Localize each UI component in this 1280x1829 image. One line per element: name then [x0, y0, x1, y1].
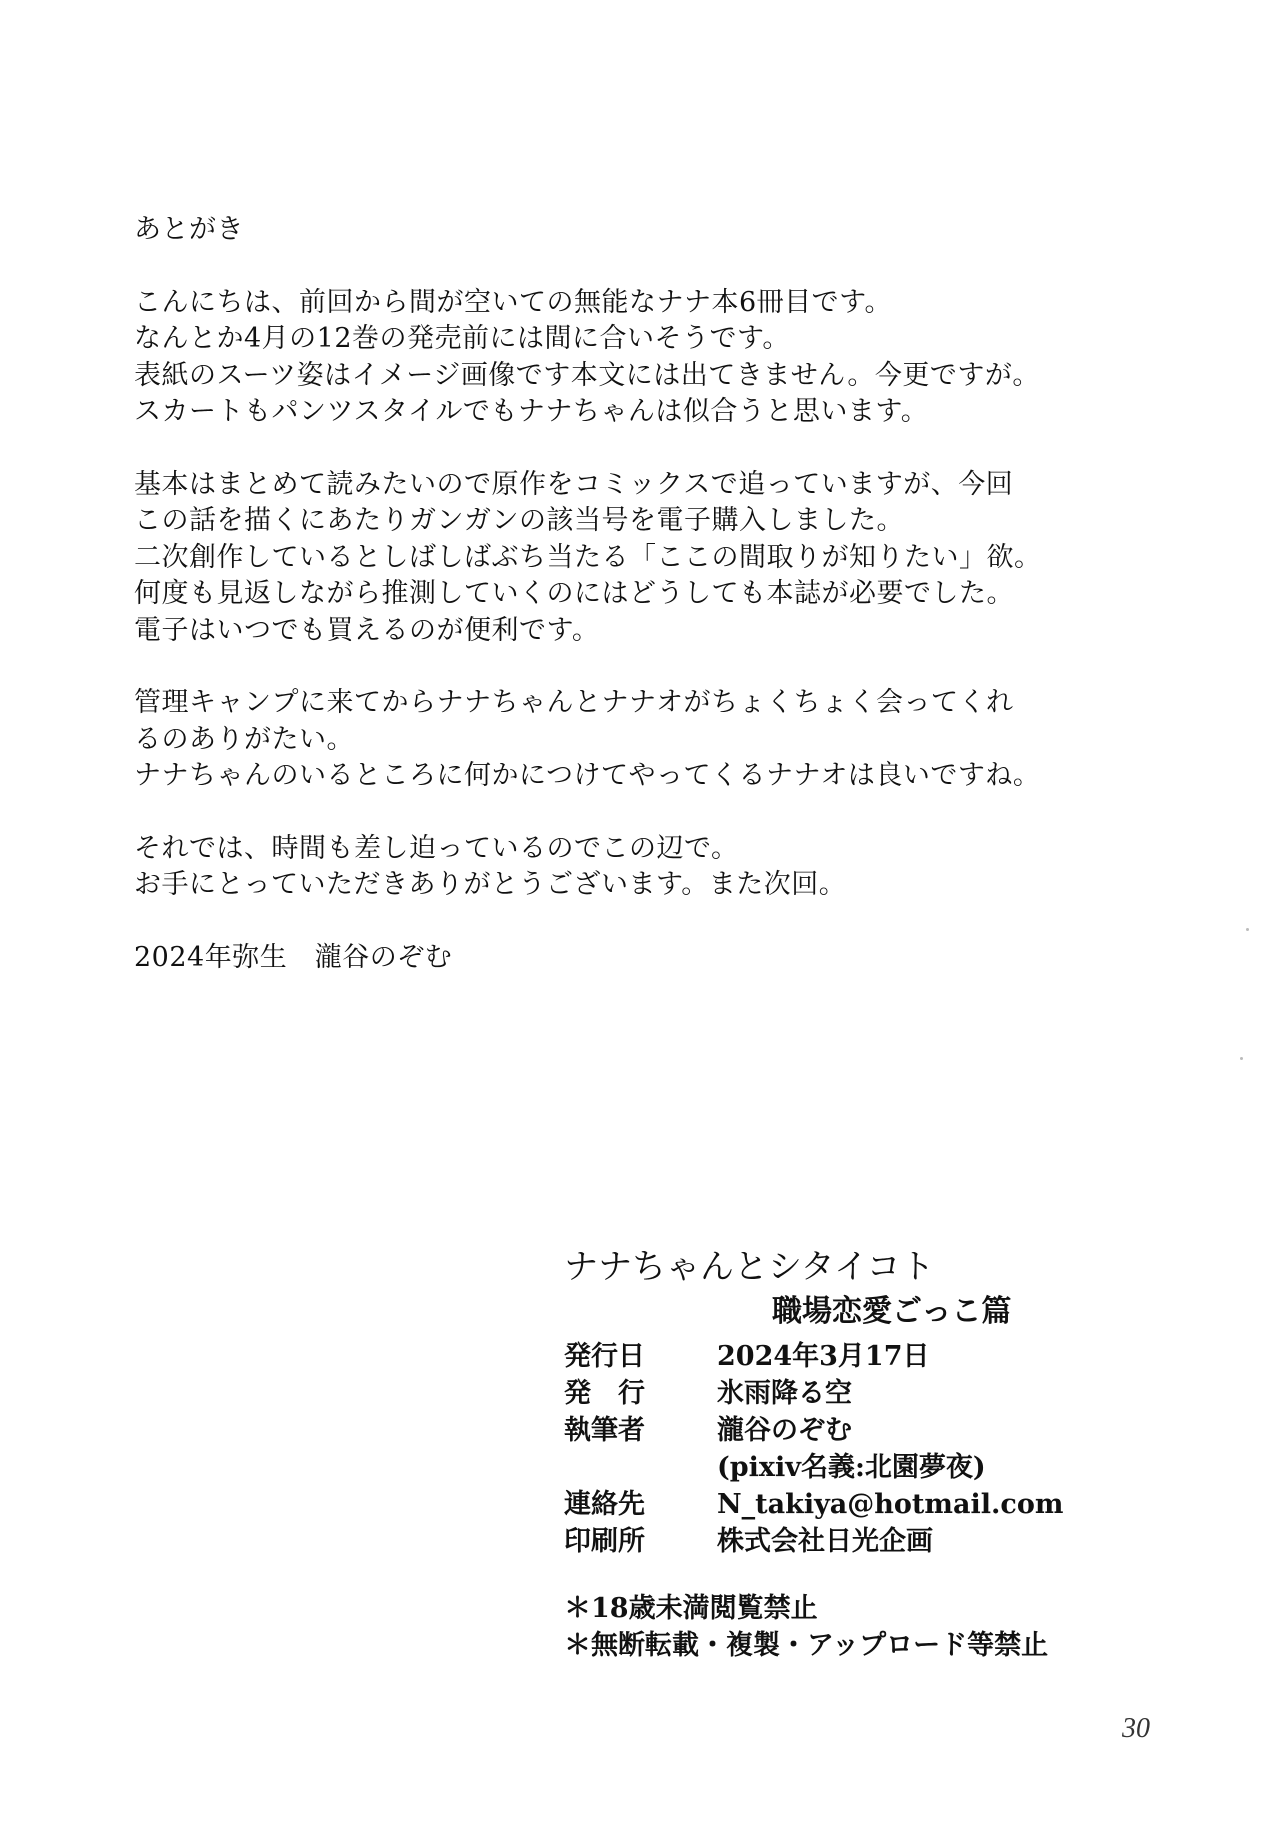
afterword-line: るのありがたい。 [134, 723, 354, 755]
afterword-paragraph [134, 285, 1154, 431]
scan-speck [1240, 1057, 1243, 1060]
afterword-line: 二次創作しているとしばしばぶち当たる「ここの間取りが知りたい」欲。 [134, 541, 1042, 573]
afterword-line: スカートもパンツスタイルでもナナちゃんは似合うと思います。 [134, 396, 929, 427]
colophon [564, 1244, 1124, 1664]
scan-speck [1246, 928, 1249, 931]
afterword-line: 電子はいつでも買えるのが便利です。 [134, 614, 600, 646]
colophon-row-contact [564, 1486, 1124, 1523]
colophon-value: 瀧谷のぞむ [717, 1415, 852, 1446]
afterword-line: 管理キャンプに来てからナナちゃんとナナオがちょくちょく会ってくれ [134, 687, 1014, 718]
afterword-line: 基本はまとめて読みたいので原作をコミックスで追っていますが、今回 [134, 468, 1014, 500]
afterword-line: それでは、時間も差し迫っているのでこの辺で。 [134, 832, 739, 864]
colophon-key: 執筆者 [564, 1415, 645, 1446]
colophon-value: N_takiya@hotmail.com [717, 1489, 1064, 1520]
colophon-value: 株式会社日光企画 [717, 1526, 933, 1557]
colophon-row-printer [564, 1523, 1124, 1560]
colophon-row-author [564, 1412, 1124, 1449]
colophon-key: 発行日 [564, 1341, 645, 1372]
afterword-line: 何度も見返しながら推測していくのにはどうしても本誌が必要でした。 [134, 578, 1014, 609]
afterword-title: あとがき [134, 214, 244, 245]
afterword-section [134, 212, 1154, 976]
colophon-row-pen-name [564, 1449, 1124, 1486]
afterword-line: お手にとっていただきありがとうございます。また次回。 [134, 869, 847, 900]
book-subtitle: 職場恋愛ごっこ篇 [772, 1294, 1012, 1329]
page-number: 30 [1122, 1713, 1150, 1744]
colophon-key: 連絡先 [564, 1489, 645, 1520]
afterword-line: こんにちは、前回から間が空いての無能なナナ本6冊目です。 [134, 286, 893, 318]
copyright-notice: ＊無断転載・複製・アップロード等禁止 [564, 1630, 1049, 1661]
book-title: ナナちゃんとシタイコト [564, 1247, 935, 1287]
afterword-paragraph [134, 685, 1154, 795]
afterword-paragraph [134, 831, 1154, 904]
afterword-line: 表紙のスーツ姿はイメージ画像です本文には出てきません。今更ですが。 [134, 359, 1040, 391]
age-restriction-notice: ＊18歳未満閲覧禁止 [564, 1593, 818, 1624]
colophon-value: 氷雨降る空 [717, 1378, 852, 1409]
colophon-key: 印刷所 [564, 1526, 645, 1557]
colophon-notices [564, 1590, 1124, 1664]
colophon-value: (pixiv名義:北園夢夜) [717, 1452, 986, 1483]
colophon-row-publish-date [564, 1338, 1124, 1375]
colophon-key: 発 行 [564, 1378, 645, 1409]
afterword-signature: 2024年弥生 瀧谷のぞむ [134, 941, 453, 973]
colophon-value: 2024年3月17日 [717, 1341, 930, 1372]
afterword-paragraph [134, 467, 1154, 650]
colophon-key [564, 1449, 717, 1486]
afterword-line: ナナちゃんのいるところに何かにつけてやってくるナナオは良いですね。 [134, 760, 1041, 791]
colophon-info [564, 1338, 1124, 1560]
afterword-line: この話を描くにあたりガンガンの該当号を電子購入しました。 [134, 505, 904, 536]
colophon-row-publisher [564, 1375, 1124, 1412]
afterword-line: なんとか4月の12巻の発売前には間に合いそうです。 [134, 323, 790, 354]
